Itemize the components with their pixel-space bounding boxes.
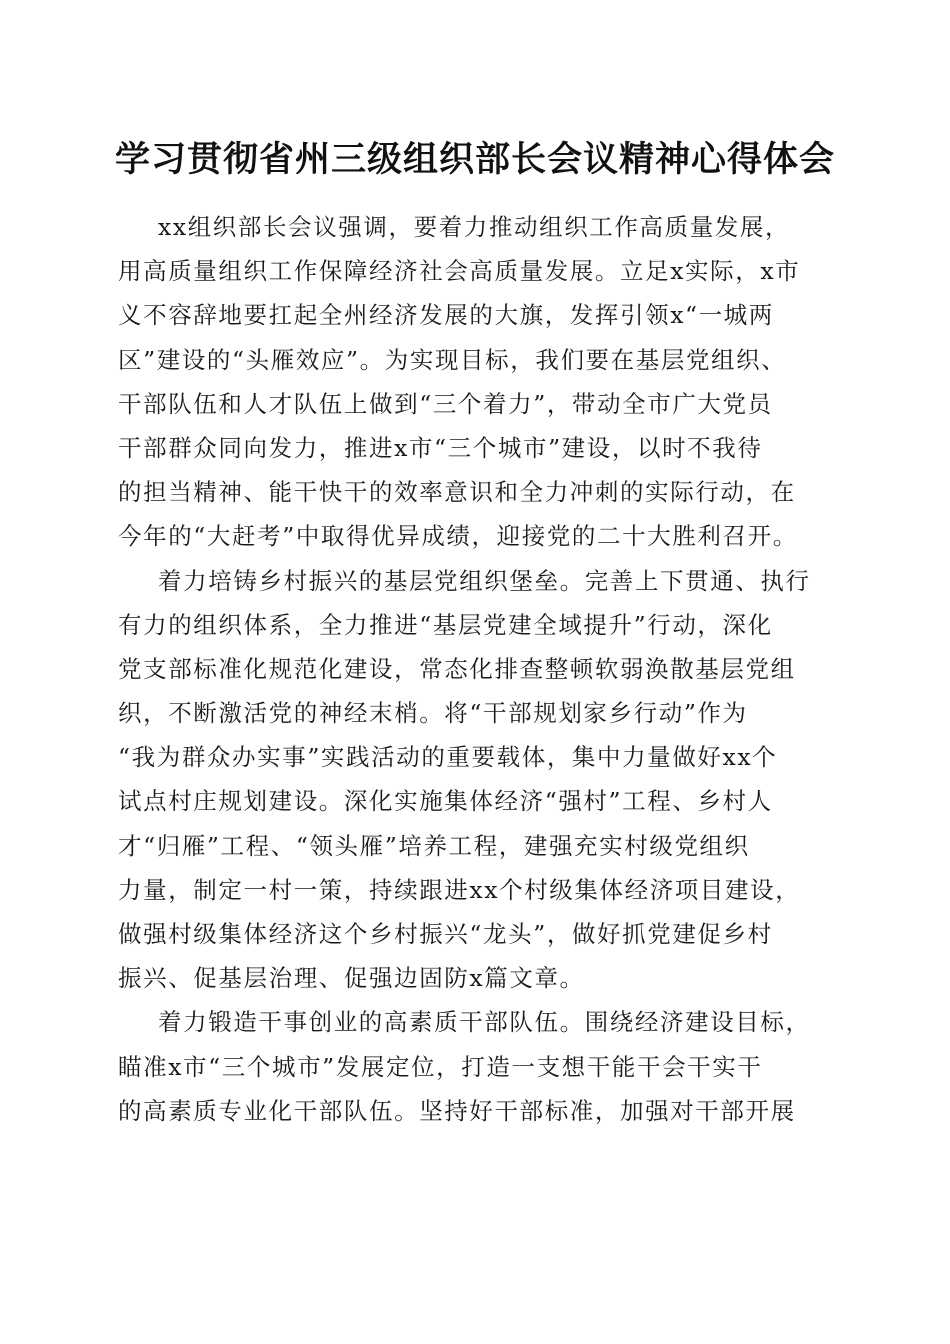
paragraph-line: 振兴、促基层治理、促强边固防x篇文章。 xyxy=(118,964,585,993)
paragraph-line: 力量，制定一村一策，持续跟进xx个村级集体经济项目建设， xyxy=(118,875,801,904)
paragraph-line: 有力的组织体系，全力推进“基层党建全域提升”行动，深化 xyxy=(118,610,773,639)
paragraph-line: 党支部标准化规范化建设，常态化排查整顿软弱涣散基层党组 xyxy=(118,654,796,683)
paragraph-line: 义不容辞地要扛起全州经济发展的大旗，发挥引领x“一城两 xyxy=(118,301,774,330)
paragraph-line: 今年的“大赶考”中取得优异成绩，迎接党的二十大胜利召开。 xyxy=(118,522,798,551)
paragraph-line: 用高质量组织工作保障经济社会高质量发展。立足x实际，x市 xyxy=(118,257,801,286)
paragraph-line: 干部群众同向发力，推进x市“三个城市”建设，以时不我待 xyxy=(118,433,763,462)
paragraph-line: “我为群众办实事”实践活动的重要载体，集中力量做好xx个 xyxy=(118,743,778,772)
document-title: 学习贯彻省州三级组织部长会议精神心得体会 xyxy=(114,139,835,180)
paragraph-line: 瞄准x市“三个城市”发展定位，打造一支想干能干会干实干 xyxy=(118,1052,763,1081)
paragraph-line: 区”建设的“头雁效应”。为实现目标，我们要在基层党组织、 xyxy=(118,345,787,374)
paragraph-line: 的担当精神、能干快干的效率意识和全力冲刺的实际行动，在 xyxy=(118,478,796,507)
paragraph-line: 做强村级集体经济这个乡村振兴“龙头”，做好抓党建促乡村 xyxy=(118,920,773,948)
paragraph-line: xx组织部长会议强调，要着力推动组织工作高质量发展， xyxy=(158,213,791,241)
document-body xyxy=(118,205,832,1133)
paragraph-line: 干部队伍和人才队伍上做到“三个着力”，带动全市广大党员 xyxy=(118,389,773,418)
paragraph-line: 着力锻造干事创业的高素质干部队伍。围绕经济建设目标， xyxy=(158,1008,811,1037)
paragraph-line: 的高素质专业化干部队伍。坚持好干部标准，加强对干部开展 xyxy=(118,1096,796,1125)
paragraph-line: 着力培铸乡村振兴的基层党组织堡垒。完善上下贯通、执行 xyxy=(158,566,811,595)
paragraph-line: 试点村庄规划建设。深化实施集体经济“强村”工程、乡村人 xyxy=(118,787,773,816)
paragraph-line: 织，不断激活党的神经末梢。将“干部规划家乡行动”作为 xyxy=(118,699,748,728)
paragraph-line: 才“归雁”工程、“领头雁”培养工程，建强充实村级党组织 xyxy=(118,831,750,860)
